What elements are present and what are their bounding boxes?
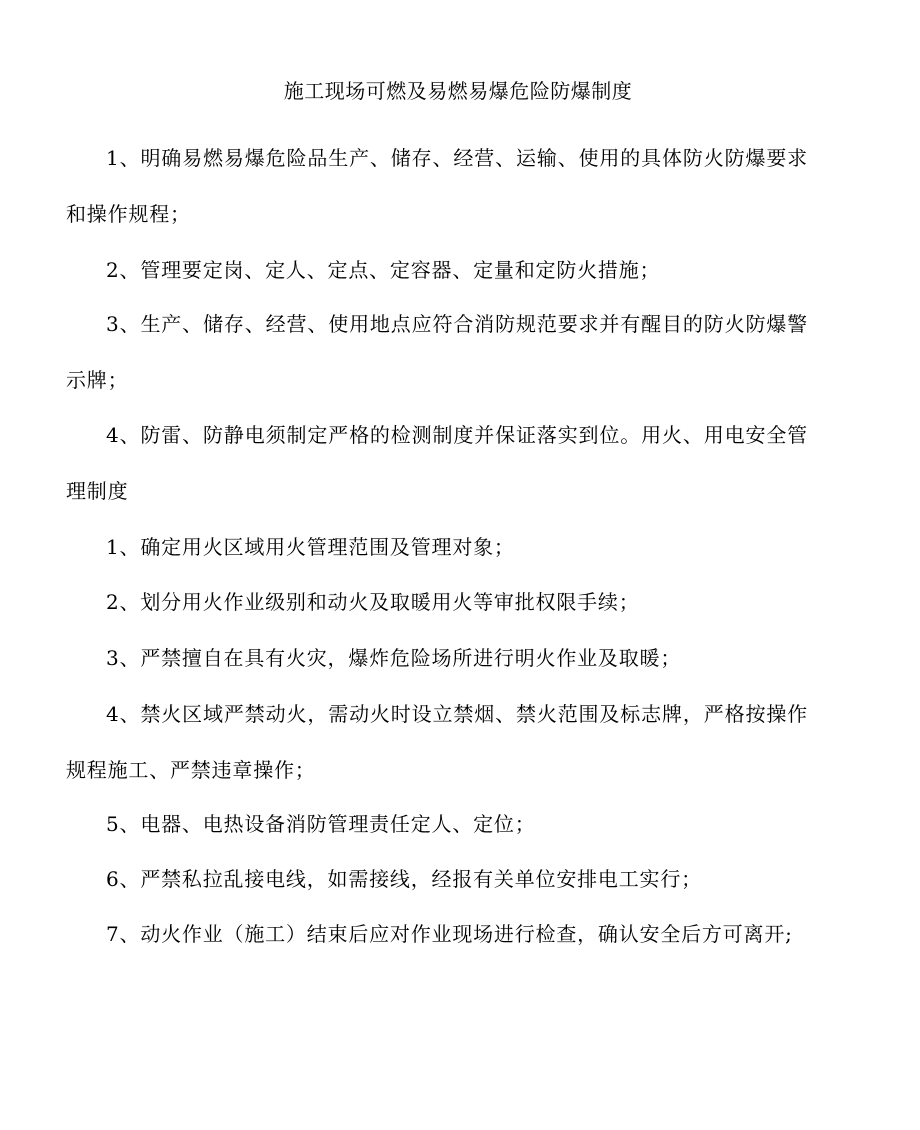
paragraph-7: 3、严禁擅自在具有火灾，爆炸危险场所进行明火作业及取暖； xyxy=(106,646,682,670)
paragraph-8: 4、禁火区域严禁动火，需动火时设立禁烟、禁火范围及标志牌，严格按操作规程施工、严禁违章操作； xyxy=(66,702,808,782)
paragraph-11: 7、动火作业（施工）结束后应对作业现场进行检查，确认安全后方可离开; xyxy=(106,922,793,946)
document-title: 施工现场可燃及易燃易爆危险防爆制度 xyxy=(283,79,633,103)
paragraph-6: 2、划分用火作业级别和动火及取暖用火等审批权限手续； xyxy=(106,590,640,614)
paragraph-2: 2、管理要定岗、定人、定点、定容器、定量和定防火措施； xyxy=(106,258,661,282)
paragraph-4: 4、防雷、防静电须制定严格的检测制度并保证落实到位。用火、用电安全管理制度 xyxy=(66,423,808,503)
paragraph-1: 1、明确易燃易爆危险品生产、储存、经营、运输、使用的具体防火防爆要求和操作规程； xyxy=(66,146,808,226)
paragraph-5: 1、确定用火区域用火管理范围及管理对象； xyxy=(106,535,515,559)
paragraph-9: 5、电器、电热设备消防管理责任定人、定位； xyxy=(106,812,536,836)
paragraph-3: 3、生产、储存、经营、使用地点应符合消防规范要求并有醒目的防火防爆警示牌； xyxy=(66,312,808,392)
paragraph-10: 6、严禁私拉乱接电线，如需接线，经报有关单位安排电工实行； xyxy=(106,867,702,891)
